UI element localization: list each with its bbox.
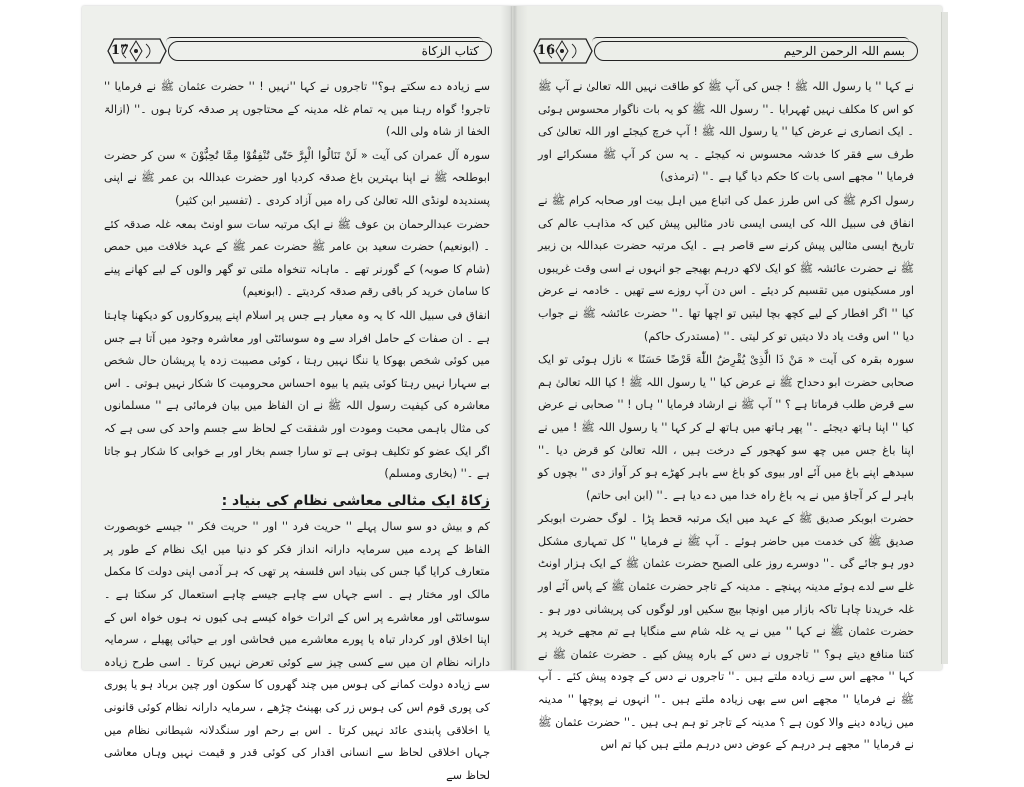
section-heading: زکاۃ ایک مثالی معاشی نظام کی بنیاد : — [221, 492, 490, 509]
left-page-body — [104, 76, 490, 782]
right-page-body — [538, 76, 914, 752]
paragraph: حضرت عبدالرحمان بن عوف ﷺ نے ایک مرتبہ سات سو اونٹ بمعہ غلہ صدقہ کئے ۔ (ابونعیم) حضرت سعید بن عامر ﷺ حضرت عمر ﷺ کے عہد خلافت میں حمص (شام کا صوبہ) کے گورنر تھے ۔ ماہانہ تنخواہ ملتی تو گھر والوں کے لیے کھانے پینے کا سامان خرید کر باقی رقم صدقہ کردیتے ۔ (ابونعیم) — [104, 217, 490, 299]
running-header-title: کتاب الزکاة — [421, 44, 479, 58]
page-edge — [941, 12, 948, 664]
paragraph: سورہ بقرہ کی آیت « مَنْ ذَا الَّذِیْ یُقْرِضُ اللّٰهَ قَرْضًا حَسَنًا » نازل ہوئی تو ایک صحابی حضرت ابو دحداح ﷺ نے عرض کیا '' یا رسول اللہ ﷺ ! کیا اللہ تعالیٰ ہم سے قرض طلب فرماتا ہے ؟ '' آپ ﷺ نے ارشاد فرمایا '' ہاں ! '' صحابی نے عرض کیا '' اپنا ہاتھ دیجئے ۔'' پھر ہاتھ میں ہاتھ لے کر کہا '' یا رسول اللہ ﷺ ! میں نے اپنا باغ جس میں چھ سو کھجور کے درخت ہیں ، اللہ تعالیٰ کو قرض دیا ۔'' سیدھے اپنے باغ میں آئے اور بیوی کو باغ سے باہر کھڑے ہو کر آواز دی '' بچوں کو باہر لے کر آجاؤ میں نے یہ باغ راہ خدا میں دے دیا ہے ۔'' (ابن ابی حاتم) — [538, 353, 914, 502]
left-page — [82, 6, 512, 782]
paragraph: رسول اکرم ﷺ کی اس طرز عمل کی اتباع میں اہل بیت اور صحابہ کرام ﷺ نے انفاق فی سبیل اللہ کی ایسی ایسی نادر مثالیں پیش کیں کہ مذاہب عالم کی تاریخ ایسی مثالیں پیش کرنے سے قاصر ہے ۔ ایک مرتبہ حضرت عبداللہ بن زبیر ﷺ نے حضرت عائشہ ﷺ کو ایک لاکھ درہم بھیجے جو انہوں نے اسی وقت غریبوں اور مسکینوں میں تقسیم کر دیئے ۔ اس دن آپ روزے سے تھیں ۔ خادمہ نے عرض کیا '' اگر افطار کے لیے کچھ بچا لیتیں تو اچھا تھا ۔'' حضرت عائشہ ﷺ نے جواب دیا '' اس وقت یاد دلا دیتیں تو کر لیتی ۔'' (مستدرک حاکم) — [538, 193, 914, 343]
page-number-ornament — [106, 36, 168, 66]
running-header — [168, 41, 492, 61]
right-page — [512, 6, 942, 752]
running-header-title: بسم اللہ الرحمن الرحیم — [783, 44, 905, 58]
paragraph: کم و بیش دو سو سال پہلے '' حریت فرد '' اور '' حریت فکر '' جیسے خوبصورت الفاظ کے پردے میں سرمایہ دارانہ انداز فکر کو دنیا میں ایک نظام کے طور پر متعارف کرایا گیا جس کی بنیاد اس فلسفہ پر تھی کہ ہر آدمی اپنی دولت کا مکمل مالک اور مختار ہے ۔ اسے جہاں سے چاہے جیسے چاہے استعمال کر سکتا ہے ۔ سوسائٹی اور معاشرے پر اس کے اثرات خواہ کیسے ہی کیوں نہ ہوں خواہ اس کے اپنا اخلاق اور کردار تباہ یا پورے معاشرے میں فحاشی اور بے حیائی پھیلے ، سرمایہ دارانہ نظام ان میں سے کسی چیز سے کوئی تعرض نہیں کرتا ۔ اسی طرح زیادہ سے زیادہ دولت کمانے کی ہوس میں چند گھروں کا سکون اور چین برباد ہو یا پوری کی پوری قوم اس کی ہوس زر کی بھینٹ چڑھے ، سرمایہ دارانہ نظام کوئی قانونی یا اخلاقی پابندی عائد نہیں کرتا ۔ اس بے رحم اور سنگدلانہ شیطانی نظام میں جہاں اخلاقی لحاظ سے انسانی اقدار کی کوئی قدر و قیمت نہیں وہاں معاشی لحاظ سے — [104, 520, 490, 782]
page-number-ornament — [532, 36, 594, 66]
paragraph: انفاق فی سبیل اللہ کا یہ وہ معیار ہے جس پر اسلام اپنے پیروکاروں کو دیکھنا چاہتا ہے ۔ ان صفات کے حامل افراد سے وہ سوسائٹی اور معاشرہ وجود میں آتا ہے جس میں کوئی شخص بھوکا یا ننگا نہیں رہتا ، کوئی مصیبت زدہ یا پریشان حال شخص بے سہارا نہیں رہتا کوئی یتیم یا بیوہ احساس محرومیت کا شکار نہیں ہوتی ۔ اس معاشرہ کی کیفیت رسول اللہ ﷺ نے ان الفاظ میں بیان فرمائی ہے '' مسلمانوں کی مثال باہمی محبت ومودت اور شفقت کے لحاظ سے جسم واحد کی سی ہے کہ اگر ایک عضو کو تکلیف ہوتی ہے تو سارا جسم بخار اور بے خوابی کا شکار ہو جاتا ہے ۔'' (بخاری ومسلم) — [104, 308, 490, 481]
paragraph: سورہ آل عمران کی آیت « لَنْ تَنَالُوا الْبِرَّ حَتّٰی تُنْفِقُوْا مِمَّا تُحِبُّوْنَ » سن کر حضرت ابوطلحہ ﷺ نے اپنا بہترین باغ صدقہ کردیا اور حضرت عبداللہ بن عمر ﷺ نے اپنی پسندیدہ لونڈی اللہ تعالیٰ کی راہ میں آزاد کردی ۔ (تفسیر ابن کثیر) — [104, 148, 490, 207]
open-book — [82, 6, 942, 782]
page-number: 16 — [536, 43, 556, 58]
left-page-header — [106, 36, 492, 66]
paragraph: نے کہا '' یا رسول اللہ ﷺ ! جس کی آپ ﷺ کو طاقت نہیں اللہ تعالیٰ نے آپ ﷺ کو اس کا مکلف نہیں ٹھہرایا ۔'' رسول اللہ ﷺ کو یہ بات ناگوار محسوس ہوئی ۔ ایک انصاری نے عرض کیا '' یا رسول اللہ ﷺ ! آپ خرچ کیجئے اور اللہ تعالیٰ کی طرف سے فقر کا خدشہ محسوس نہ کیجئے ۔ یہ سن کر آپ ﷺ مسکرائے اور فرمایا '' مجھے اسی بات کا حکم دیا گیا ہے ۔'' (ترمذی) — [538, 80, 914, 184]
page-number: 17 — [110, 43, 130, 58]
paragraph: حضرت ابوبکر صدیق ﷺ کے عہد میں ایک مرتبہ قحط پڑا ۔ لوگ حضرت ابوبکر صدیق ﷺ کی خدمت میں حاضر ہوئے ۔ آپ ﷺ نے فرمایا '' کل تمہاری مشکل دور ہو جائے گی ۔'' دوسرے روز علی الصبح حضرت عثمان ﷺ کے ایک ہزار اونٹ غلے سے لدے ہوئے مدینہ پہنچے ۔ مدینہ کے تاجر حضرت عثمان ﷺ کے پاس آئے اور غلہ خریدنا چاہا تاکہ بازار میں اونچا بیچ سکیں اور لوگوں کی پریشانی دور ہو ۔ حضرت عثمان ﷺ نے کہا '' میں نے یہ غلہ شام سے منگایا ہے تم مجھے خرید پر کتنا منافع دیتے ہو؟ '' تاجروں نے دس کے بارہ پیش کیے ۔ حضرت عثمان ﷺ نے کہا '' مجھے اس سے زیادہ ملتے ہیں ۔'' تاجروں نے دس کے چودہ پیش کئے ۔ آپ ﷺ نے فرمایا '' مجھے اس سے بھی زیادہ ملتے ہیں ۔'' انہوں نے پوچھا '' مدینہ میں زیادہ دینے والا کون ہے ؟ مدینہ کے تاجر تو ہم ہی ہیں ۔'' حضرت عثمان ﷺ نے فرمایا '' مجھے ہر درہم کے عوض دس درہم ملتے ہیں کیا تم اس — [538, 512, 914, 752]
running-header — [594, 41, 918, 61]
paragraph: سے زیادہ دے سکتے ہو؟'' تاجروں نے کہا ''نہیں ! '' حضرت عثمان ﷺ نے فرمایا '' تاجرو! گواہ رہنا میں یہ تمام غلہ مدینہ کے محتاجوں پر صدقہ کرتا ہوں ۔'' (ازالۃ الخفا از شاہ ولی اللہ) — [104, 80, 490, 139]
right-page-header — [532, 36, 918, 66]
